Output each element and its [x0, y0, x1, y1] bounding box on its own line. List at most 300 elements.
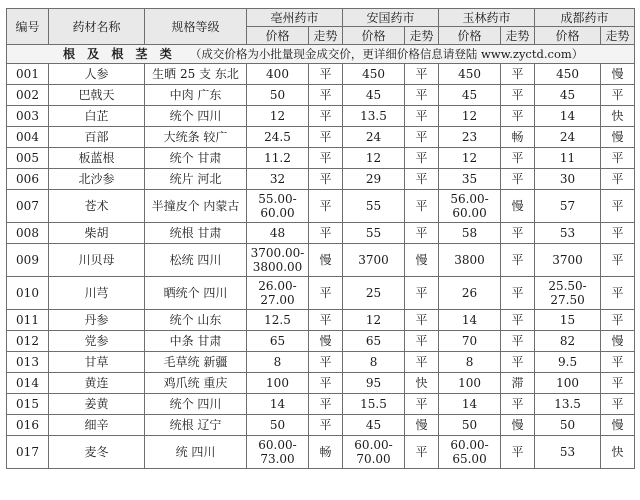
price-line: 11 — [559, 151, 576, 165]
price-line: 55 — [365, 226, 382, 240]
price-line: 23 — [461, 130, 478, 144]
cell-trend: 平 — [405, 394, 439, 415]
cell-trend: 平 — [405, 85, 439, 106]
cell-name: 川贝母 — [49, 244, 145, 277]
cell-trend: 平 — [405, 64, 439, 85]
header-trend: 走势 — [601, 27, 635, 45]
cell-trend: 平 — [501, 331, 535, 352]
cell-trend: 平 — [501, 277, 535, 310]
cell-trend: 平 — [309, 277, 343, 310]
cell-trend: 平 — [309, 352, 343, 373]
cell-trend: 平 — [501, 169, 535, 190]
cell-name: 板蓝根 — [49, 148, 145, 169]
cell-no: 013 — [7, 352, 49, 373]
cell-trend: 慢 — [601, 127, 635, 148]
price-line: 60.00 — [260, 206, 295, 220]
price-line: 60.00- — [450, 438, 489, 452]
table-row — [7, 190, 635, 223]
section-band — [7, 45, 635, 64]
cell-price — [535, 415, 601, 436]
cell-no: 007 — [7, 190, 49, 223]
table-row — [7, 169, 635, 190]
cell-trend: 畅 — [309, 436, 343, 469]
price-line: 48 — [269, 226, 286, 240]
price-line: 45 — [461, 88, 478, 102]
cell-name: 姜黄 — [49, 394, 145, 415]
price-line: 82 — [559, 334, 576, 348]
cell-trend: 平 — [501, 244, 535, 277]
cell-trend: 平 — [501, 148, 535, 169]
cell-name: 川芎 — [49, 277, 145, 310]
cell-trend: 慢 — [601, 415, 635, 436]
cell-no: 008 — [7, 223, 49, 244]
price-line: 11.2 — [264, 151, 291, 165]
cell-spec: 统根 辽宁 — [145, 415, 247, 436]
cell-trend: 慢 — [601, 64, 635, 85]
cell-trend: 平 — [601, 373, 635, 394]
cell-trend: 平 — [601, 148, 635, 169]
price-line: 3700 — [358, 253, 389, 267]
header-price: 价格 — [343, 27, 405, 45]
cell-spec: 晒统个 四川 — [145, 277, 247, 310]
cell-price — [343, 436, 405, 469]
price-line: 100 — [556, 376, 579, 390]
price-line: 12.5 — [264, 313, 291, 327]
cell-trend: 滞 — [501, 373, 535, 394]
cell-trend: 平 — [501, 64, 535, 85]
cell-trend: 平 — [501, 310, 535, 331]
cell-trend: 平 — [309, 127, 343, 148]
price-line: 450 — [556, 67, 579, 81]
cell-price — [343, 352, 405, 373]
table-row — [7, 310, 635, 331]
cell-price — [247, 436, 309, 469]
cell-trend: 平 — [501, 223, 535, 244]
table-header — [7, 9, 635, 45]
cell-spec: 松统 四川 — [145, 244, 247, 277]
price-line: 45 — [365, 418, 382, 432]
cell-trend: 畅 — [501, 127, 535, 148]
table-row — [7, 64, 635, 85]
cell-trend: 慢 — [309, 244, 343, 277]
price-line: 26 — [461, 286, 478, 300]
cell-price — [247, 169, 309, 190]
price-line: 14 — [269, 397, 286, 411]
cell-price — [343, 223, 405, 244]
cell-name: 北沙参 — [49, 169, 145, 190]
price-line: 14 — [461, 313, 478, 327]
cell-trend: 平 — [309, 148, 343, 169]
cell-trend: 平 — [309, 223, 343, 244]
price-line: 65 — [269, 334, 286, 348]
cell-trend: 平 — [501, 106, 535, 127]
header-trend: 走势 — [501, 27, 535, 45]
table-row — [7, 223, 635, 244]
cell-name: 巴戟天 — [49, 85, 145, 106]
cell-trend: 平 — [405, 106, 439, 127]
cell-price — [343, 373, 405, 394]
cell-trend: 慢 — [601, 331, 635, 352]
price-line: 70.00 — [356, 452, 391, 466]
cell-name: 白芷 — [49, 106, 145, 127]
cell-name: 人参 — [49, 64, 145, 85]
cell-trend: 平 — [601, 244, 635, 277]
header-trend: 走势 — [405, 27, 439, 45]
cell-price — [247, 394, 309, 415]
price-line: 24.5 — [264, 130, 291, 144]
cell-spec: 统个 山东 — [145, 310, 247, 331]
header-no: 编号 — [7, 9, 49, 45]
cell-price — [535, 85, 601, 106]
price-line: 3700 — [552, 253, 583, 267]
cell-no: 009 — [7, 244, 49, 277]
cell-price — [247, 106, 309, 127]
price-line: 3800.00 — [252, 260, 303, 274]
price-line: 15 — [559, 313, 576, 327]
cell-price — [439, 169, 501, 190]
table-row — [7, 106, 635, 127]
price-line: 60.00- — [354, 438, 393, 452]
cell-spec: 中肉 广东 — [145, 85, 247, 106]
cell-no: 004 — [7, 127, 49, 148]
price-line: 35 — [461, 172, 478, 186]
header-spec: 规格等级 — [145, 9, 247, 45]
cell-price — [247, 352, 309, 373]
table-row — [7, 394, 635, 415]
price-line: 32 — [269, 172, 286, 186]
price-line: 15.5 — [360, 397, 387, 411]
cell-trend: 慢 — [501, 415, 535, 436]
cell-trend: 平 — [309, 373, 343, 394]
price-line: 53 — [559, 226, 576, 240]
cell-price — [439, 223, 501, 244]
cell-name: 麦冬 — [49, 436, 145, 469]
price-line: 55.00- — [258, 192, 297, 206]
cell-price — [343, 394, 405, 415]
price-line: 8 — [465, 355, 474, 369]
cell-spec: 半撞皮个 内蒙古 — [145, 190, 247, 223]
price-line: 450 — [362, 67, 385, 81]
cell-price — [343, 148, 405, 169]
header-trend: 走势 — [309, 27, 343, 45]
cell-trend: 慢 — [309, 331, 343, 352]
cell-price — [439, 310, 501, 331]
price-line: 73.00 — [260, 452, 295, 466]
cell-spec: 统个 四川 — [145, 394, 247, 415]
price-line: 400 — [266, 67, 289, 81]
price-line: 50 — [559, 418, 576, 432]
cell-trend: 平 — [405, 436, 439, 469]
price-line: 27.50 — [550, 293, 585, 307]
cell-trend: 平 — [405, 223, 439, 244]
cell-name: 党参 — [49, 331, 145, 352]
cell-price — [439, 64, 501, 85]
cell-price — [439, 373, 501, 394]
cell-price — [247, 373, 309, 394]
cell-price — [247, 148, 309, 169]
price-line: 60.00- — [258, 438, 297, 452]
section-note: （成交价格为小批量现金成交价，更详细价格信息请登陆 www.zyctd.com） — [189, 47, 584, 61]
cell-price — [439, 148, 501, 169]
cell-trend: 平 — [601, 190, 635, 223]
cell-trend: 平 — [309, 106, 343, 127]
cell-price — [535, 190, 601, 223]
cell-name: 丹参 — [49, 310, 145, 331]
price-line: 50 — [269, 418, 286, 432]
cell-price — [247, 190, 309, 223]
price-line: 27.00 — [260, 293, 295, 307]
cell-spec: 中条 甘肃 — [145, 331, 247, 352]
cell-name: 柴胡 — [49, 223, 145, 244]
table-row — [7, 415, 635, 436]
cell-no: 010 — [7, 277, 49, 310]
cell-price — [535, 127, 601, 148]
cell-spec: 统个 四川 — [145, 106, 247, 127]
cell-trend: 慢 — [501, 190, 535, 223]
cell-trend: 平 — [601, 310, 635, 331]
price-line: 100 — [266, 376, 289, 390]
price-line: 65.00 — [452, 452, 487, 466]
cell-no: 017 — [7, 436, 49, 469]
cell-price — [247, 85, 309, 106]
price-line: 50 — [269, 88, 286, 102]
cell-price — [247, 277, 309, 310]
header-name: 药材名称 — [49, 9, 145, 45]
cell-trend: 平 — [405, 331, 439, 352]
cell-price — [343, 277, 405, 310]
cell-price — [343, 331, 405, 352]
price-line: 26.00- — [258, 279, 297, 293]
cell-spec: 统个 甘肃 — [145, 148, 247, 169]
cell-name: 细辛 — [49, 415, 145, 436]
cell-price — [247, 244, 309, 277]
price-line: 58 — [461, 226, 478, 240]
cell-trend: 平 — [501, 436, 535, 469]
cell-price — [535, 223, 601, 244]
cell-price — [343, 106, 405, 127]
table-row — [7, 127, 635, 148]
cell-price — [535, 373, 601, 394]
cell-no: 011 — [7, 310, 49, 331]
price-line: 45 — [365, 88, 382, 102]
price-line: 55 — [365, 199, 382, 213]
cell-price — [439, 331, 501, 352]
cell-price — [247, 64, 309, 85]
cell-price — [439, 415, 501, 436]
cell-price — [535, 310, 601, 331]
cell-spec: 统 四川 — [145, 436, 247, 469]
cell-price — [343, 127, 405, 148]
table-row — [7, 373, 635, 394]
cell-trend: 平 — [309, 310, 343, 331]
price-line: 12 — [461, 151, 478, 165]
section-title: 根 及 根 茎 类 — [63, 47, 176, 61]
price-line: 13.5 — [554, 397, 581, 411]
cell-price — [535, 394, 601, 415]
price-line: 53 — [559, 445, 576, 459]
cell-price — [343, 169, 405, 190]
cell-price — [343, 64, 405, 85]
cell-trend: 平 — [309, 64, 343, 85]
price-line: 8 — [273, 355, 282, 369]
cell-price — [535, 106, 601, 127]
price-line: 450 — [458, 67, 481, 81]
cell-trend: 平 — [309, 85, 343, 106]
cell-price — [247, 310, 309, 331]
cell-price — [439, 394, 501, 415]
header-price: 价格 — [535, 27, 601, 45]
price-line: 100 — [458, 376, 481, 390]
cell-price — [535, 148, 601, 169]
price-line: 30 — [559, 172, 576, 186]
cell-trend: 平 — [601, 394, 635, 415]
cell-spec: 鸡爪统 重庆 — [145, 373, 247, 394]
cell-price — [343, 85, 405, 106]
header-market-yulin: 玉林药市 — [439, 9, 535, 27]
cell-price — [247, 415, 309, 436]
price-line: 3800 — [454, 253, 485, 267]
cell-trend: 平 — [309, 415, 343, 436]
cell-trend: 慢 — [405, 244, 439, 277]
price-line: 12 — [365, 313, 382, 327]
price-line: 56.00- — [450, 192, 489, 206]
cell-trend: 平 — [309, 190, 343, 223]
cell-price — [439, 190, 501, 223]
cell-trend: 平 — [601, 352, 635, 373]
cell-trend: 平 — [601, 223, 635, 244]
cell-trend: 平 — [601, 277, 635, 310]
cell-price — [535, 244, 601, 277]
price-line: 14 — [461, 397, 478, 411]
section-band-cell — [7, 45, 635, 64]
price-line: 70 — [461, 334, 478, 348]
cell-trend: 平 — [405, 148, 439, 169]
price-line: 12 — [365, 151, 382, 165]
table-row — [7, 352, 635, 373]
cell-name: 苍术 — [49, 190, 145, 223]
price-line: 60.00 — [452, 206, 487, 220]
cell-price — [535, 352, 601, 373]
cell-no: 015 — [7, 394, 49, 415]
cell-trend: 平 — [601, 85, 635, 106]
cell-name: 甘草 — [49, 352, 145, 373]
header-price: 价格 — [439, 27, 501, 45]
cell-no: 003 — [7, 106, 49, 127]
table-body — [7, 45, 635, 469]
price-line: 95 — [365, 376, 382, 390]
cell-trend: 平 — [601, 169, 635, 190]
price-line: 57 — [559, 199, 576, 213]
price-line: 3700.00- — [250, 246, 305, 260]
cell-trend: 平 — [405, 310, 439, 331]
cell-trend: 平 — [405, 190, 439, 223]
table-row — [7, 436, 635, 469]
header-market-anguo: 安国药市 — [343, 9, 439, 27]
cell-price — [535, 436, 601, 469]
table-row — [7, 85, 635, 106]
cell-trend: 平 — [309, 394, 343, 415]
cell-trend: 平 — [501, 352, 535, 373]
cell-spec: 毛草统 新疆 — [145, 352, 247, 373]
cell-price — [247, 223, 309, 244]
cell-price — [535, 277, 601, 310]
price-table-container — [6, 8, 634, 469]
cell-price — [343, 244, 405, 277]
price-line: 45 — [559, 88, 576, 102]
cell-price — [535, 331, 601, 352]
price-line: 12 — [269, 109, 286, 123]
cell-no: 001 — [7, 64, 49, 85]
table-row — [7, 331, 635, 352]
price-line: 25 — [365, 286, 382, 300]
cell-price — [535, 64, 601, 85]
cell-trend: 慢 — [405, 415, 439, 436]
price-line: 8 — [369, 355, 378, 369]
cell-trend: 平 — [405, 352, 439, 373]
cell-trend: 快 — [601, 106, 635, 127]
cell-spec: 生晒 25 支 东北 — [145, 64, 247, 85]
cell-no: 014 — [7, 373, 49, 394]
price-line: 65 — [365, 334, 382, 348]
cell-trend: 平 — [501, 85, 535, 106]
cell-trend: 平 — [405, 169, 439, 190]
cell-price — [439, 436, 501, 469]
cell-trend: 平 — [405, 127, 439, 148]
price-table — [6, 8, 635, 469]
cell-price — [343, 310, 405, 331]
cell-price — [343, 415, 405, 436]
table-row — [7, 277, 635, 310]
cell-price — [439, 352, 501, 373]
cell-spec: 统根 甘肃 — [145, 223, 247, 244]
cell-trend: 平 — [501, 394, 535, 415]
price-line: 29 — [365, 172, 382, 186]
price-line: 13.5 — [360, 109, 387, 123]
header-price: 价格 — [247, 27, 309, 45]
cell-no: 006 — [7, 169, 49, 190]
table-row — [7, 148, 635, 169]
cell-trend: 平 — [309, 169, 343, 190]
price-line: 24 — [559, 130, 576, 144]
price-line: 12 — [461, 109, 478, 123]
cell-no: 016 — [7, 415, 49, 436]
cell-price — [439, 85, 501, 106]
cell-price — [439, 244, 501, 277]
cell-price — [439, 277, 501, 310]
cell-price — [343, 190, 405, 223]
cell-price — [439, 106, 501, 127]
cell-no: 012 — [7, 331, 49, 352]
header-market-bozhou: 亳州药市 — [247, 9, 343, 27]
cell-spec: 统片 河北 — [145, 169, 247, 190]
cell-price — [247, 331, 309, 352]
cell-spec: 大统条 较广 — [145, 127, 247, 148]
cell-trend: 快 — [601, 436, 635, 469]
cell-name: 百部 — [49, 127, 145, 148]
price-line: 25.50- — [548, 279, 587, 293]
cell-price — [535, 169, 601, 190]
price-line: 50 — [461, 418, 478, 432]
cell-name: 黄连 — [49, 373, 145, 394]
header-market-chengdu: 成都药市 — [535, 9, 635, 27]
cell-price — [247, 127, 309, 148]
price-line: 24 — [365, 130, 382, 144]
cell-trend: 平 — [405, 277, 439, 310]
table-row — [7, 244, 635, 277]
price-line: 9.5 — [558, 355, 578, 369]
cell-price — [439, 127, 501, 148]
cell-no: 005 — [7, 148, 49, 169]
